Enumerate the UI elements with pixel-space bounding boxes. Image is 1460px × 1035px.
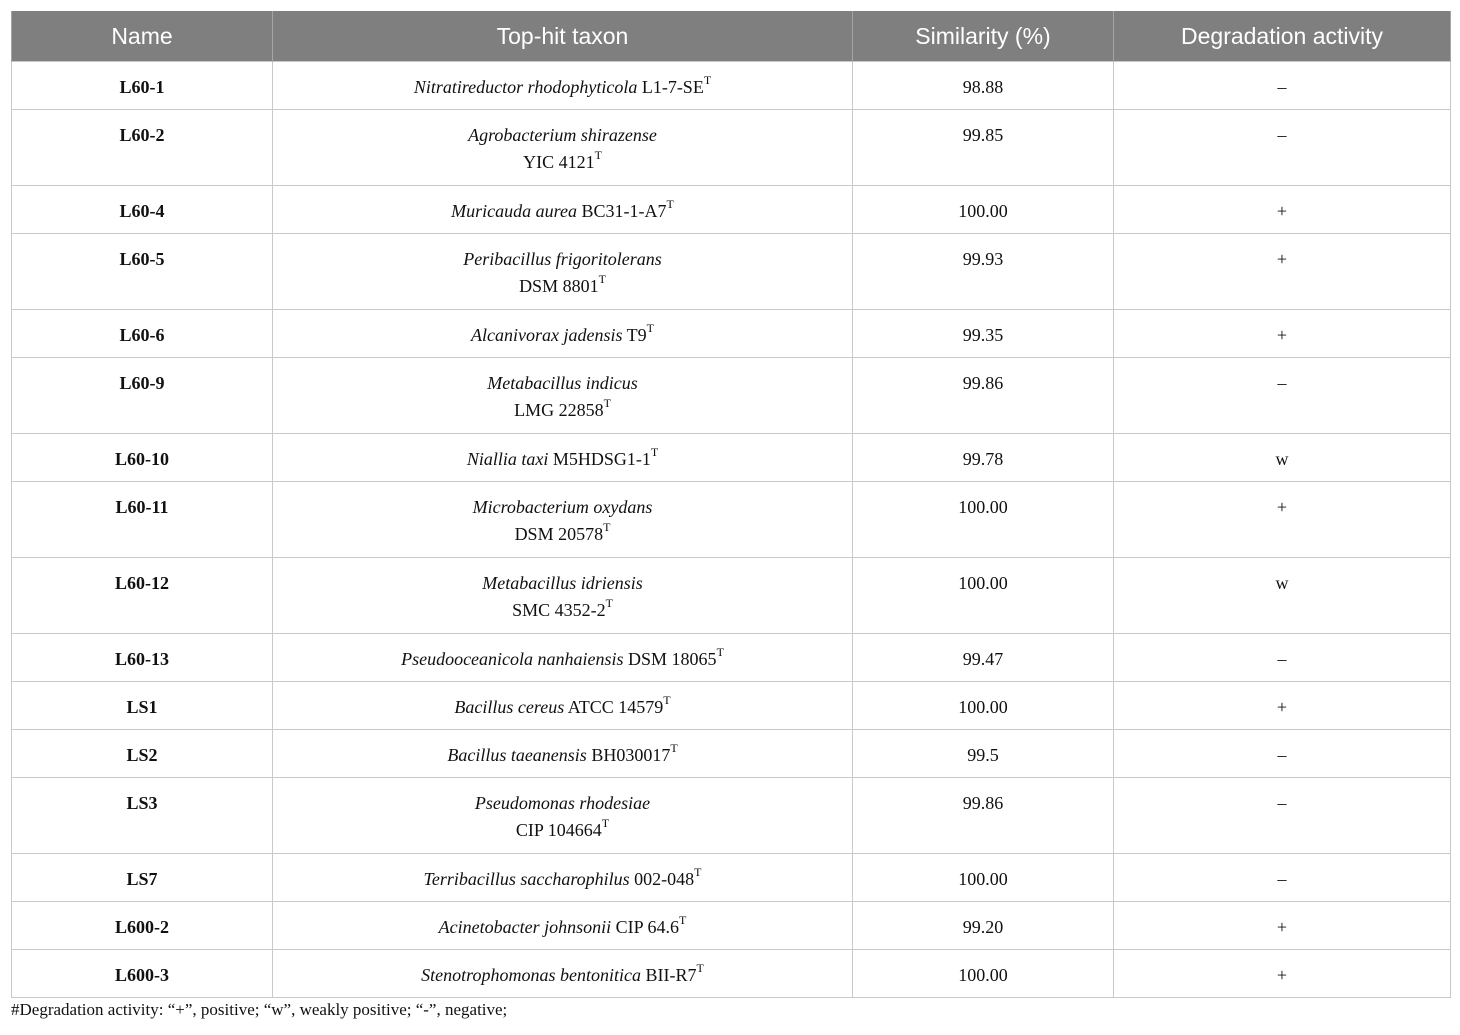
- cell-name: L60-1: [12, 62, 273, 110]
- table-row: [12, 634, 1451, 682]
- cell-similarity: 99.86: [853, 358, 1114, 434]
- strain-id: BII-R7: [645, 965, 697, 985]
- strain-id: M5HDSG1-1: [552, 449, 651, 469]
- cell-taxon: [273, 854, 853, 902]
- cell-taxon: [273, 558, 853, 634]
- strain-id: SMC 4352-2: [512, 600, 606, 620]
- strain-id: DSM 20578: [514, 524, 604, 544]
- cell-similarity: 99.78: [853, 434, 1114, 482]
- cell-taxon: [273, 186, 853, 234]
- species-name: Alcanivorax jadensis: [470, 325, 623, 345]
- cell-taxon: [273, 778, 853, 854]
- table-row: [12, 434, 1451, 482]
- species-name: Bacillus taeanensis: [447, 745, 587, 765]
- cell-similarity: 99.20: [853, 902, 1114, 950]
- type-strain-mark: T: [663, 693, 671, 707]
- strain-id: CIP 104664: [515, 820, 602, 840]
- type-strain-mark: T: [594, 148, 602, 162]
- table-row: [12, 482, 1451, 558]
- cell-similarity: 99.5: [853, 730, 1114, 778]
- table-row: [12, 234, 1451, 310]
- cell-name: LS2: [12, 730, 273, 778]
- type-strain-mark: T: [696, 961, 704, 975]
- type-strain-mark: T: [694, 865, 702, 879]
- cell-name: L60-10: [12, 434, 273, 482]
- cell-similarity: 98.88: [853, 62, 1114, 110]
- species-name: Bacillus cereus: [454, 697, 565, 717]
- cell-degradation-activity: –: [1114, 110, 1451, 186]
- species-name: Metabacillus idriensis: [482, 573, 643, 593]
- cell-taxon: [273, 482, 853, 558]
- strain-id: T9: [626, 325, 647, 345]
- header-name: Name: [12, 11, 273, 62]
- cell-name: LS1: [12, 682, 273, 730]
- type-strain-mark: T: [603, 520, 611, 534]
- species-name: Microbacterium oxydans: [472, 497, 653, 517]
- type-strain-mark: T: [650, 445, 659, 459]
- cell-degradation-activity: –: [1114, 730, 1451, 778]
- cell-taxon: [273, 902, 853, 950]
- type-strain-mark: T: [716, 645, 724, 659]
- type-strain-mark: T: [666, 197, 674, 211]
- table-body: [12, 62, 1451, 998]
- table-row: [12, 730, 1451, 778]
- table-header-row: [12, 11, 1451, 62]
- cell-taxon: [273, 358, 853, 434]
- type-strain-mark: T: [703, 73, 712, 87]
- header-top-hit-taxon: Top-hit taxon: [273, 11, 853, 62]
- table-row: [12, 854, 1451, 902]
- cell-name: L600-2: [12, 902, 273, 950]
- cell-name: L60-4: [12, 186, 273, 234]
- cell-name: L60-6: [12, 310, 273, 358]
- header-similarity: Similarity (%): [853, 11, 1114, 62]
- table-row: [12, 310, 1451, 358]
- table-row: [12, 902, 1451, 950]
- species-name: Metabacillus indicus: [487, 373, 638, 393]
- cell-taxon: [273, 730, 853, 778]
- cell-degradation-activity: +: [1114, 482, 1451, 558]
- species-name: Muricauda aurea: [451, 201, 577, 221]
- strain-id: L1-7-SE: [641, 77, 704, 97]
- species-name: Pseudomonas rhodesiae: [474, 793, 651, 813]
- cell-similarity: 100.00: [853, 186, 1114, 234]
- species-name: Stenotrophomonas bentonitica: [421, 965, 641, 985]
- cell-degradation-activity: –: [1114, 358, 1451, 434]
- cell-degradation-activity: +: [1114, 682, 1451, 730]
- strain-id: ATCC 14579: [567, 697, 664, 717]
- species-name: Peribacillus frigoritolerans: [463, 249, 662, 269]
- strain-id: DSM 8801: [519, 276, 599, 296]
- cell-similarity: 99.86: [853, 778, 1114, 854]
- type-strain-mark: T: [646, 321, 654, 335]
- header-degradation-activity: Degradation activity: [1114, 11, 1451, 62]
- strain-id: DSM 18065: [628, 649, 717, 669]
- cell-degradation-activity: –: [1114, 62, 1451, 110]
- strain-id: BC31-1-A7: [581, 201, 667, 221]
- cell-degradation-activity: w: [1114, 434, 1451, 482]
- type-strain-mark: T: [603, 396, 611, 410]
- cell-degradation-activity: +: [1114, 902, 1451, 950]
- cell-similarity: 100.00: [853, 482, 1114, 558]
- type-strain-mark: T: [601, 816, 610, 830]
- species-name: Terribacillus saccharophilus: [423, 869, 630, 889]
- species-name: Nitratireductor rhodophyticola: [413, 77, 638, 97]
- table-row: [12, 110, 1451, 186]
- strain-id: YIC 4121: [523, 152, 595, 172]
- cell-name: L60-11: [12, 482, 273, 558]
- strain-id: BH030017: [591, 745, 671, 765]
- species-name: Niallia taxi: [466, 449, 549, 469]
- strain-id: LMG 22858: [514, 400, 604, 420]
- table-row: [12, 682, 1451, 730]
- table-row: [12, 358, 1451, 434]
- table-row: [12, 778, 1451, 854]
- cell-degradation-activity: –: [1114, 634, 1451, 682]
- cell-name: L600-3: [12, 950, 273, 998]
- cell-degradation-activity: +: [1114, 234, 1451, 310]
- cell-degradation-activity: –: [1114, 854, 1451, 902]
- cell-similarity: 99.85: [853, 110, 1114, 186]
- taxa-table: [11, 11, 1451, 998]
- cell-taxon: [273, 62, 853, 110]
- table-row: [12, 950, 1451, 998]
- cell-similarity: 99.47: [853, 634, 1114, 682]
- cell-similarity: 99.35: [853, 310, 1114, 358]
- cell-taxon: [273, 634, 853, 682]
- cell-degradation-activity: +: [1114, 186, 1451, 234]
- strain-id: CIP 64.6: [615, 917, 679, 937]
- table-row: [12, 558, 1451, 634]
- cell-name: LS7: [12, 854, 273, 902]
- cell-name: L60-13: [12, 634, 273, 682]
- cell-similarity: 100.00: [853, 950, 1114, 998]
- cell-taxon: [273, 310, 853, 358]
- cell-taxon: [273, 234, 853, 310]
- cell-taxon: [273, 110, 853, 186]
- type-strain-mark: T: [678, 913, 687, 927]
- species-name: Acinetobacter johnsonii: [438, 917, 612, 937]
- type-strain-mark: T: [605, 596, 613, 610]
- cell-name: LS3: [12, 778, 273, 854]
- cell-name: L60-2: [12, 110, 273, 186]
- cell-taxon: [273, 682, 853, 730]
- cell-taxon: [273, 434, 853, 482]
- table-row: [12, 186, 1451, 234]
- cell-name: L60-12: [12, 558, 273, 634]
- cell-similarity: 100.00: [853, 558, 1114, 634]
- cell-similarity: 99.93: [853, 234, 1114, 310]
- cell-taxon: [273, 950, 853, 998]
- cell-name: L60-9: [12, 358, 273, 434]
- cell-degradation-activity: –: [1114, 778, 1451, 854]
- cell-degradation-activity: +: [1114, 310, 1451, 358]
- table-row: [12, 62, 1451, 110]
- type-strain-mark: T: [670, 741, 678, 755]
- cell-similarity: 100.00: [853, 682, 1114, 730]
- type-strain-mark: T: [598, 272, 606, 286]
- cell-similarity: 100.00: [853, 854, 1114, 902]
- species-name: Agrobacterium shirazense: [468, 125, 657, 145]
- strain-id: 002-048: [634, 869, 695, 889]
- cell-degradation-activity: w: [1114, 558, 1451, 634]
- cell-name: L60-5: [12, 234, 273, 310]
- species-name: Pseudooceanicola nanhaiensis: [401, 649, 624, 669]
- cell-degradation-activity: +: [1114, 950, 1451, 998]
- table-footnote: #Degradation activity: “+”, positive; “w”, weakly positive; “-”, negative;: [11, 1000, 508, 1019]
